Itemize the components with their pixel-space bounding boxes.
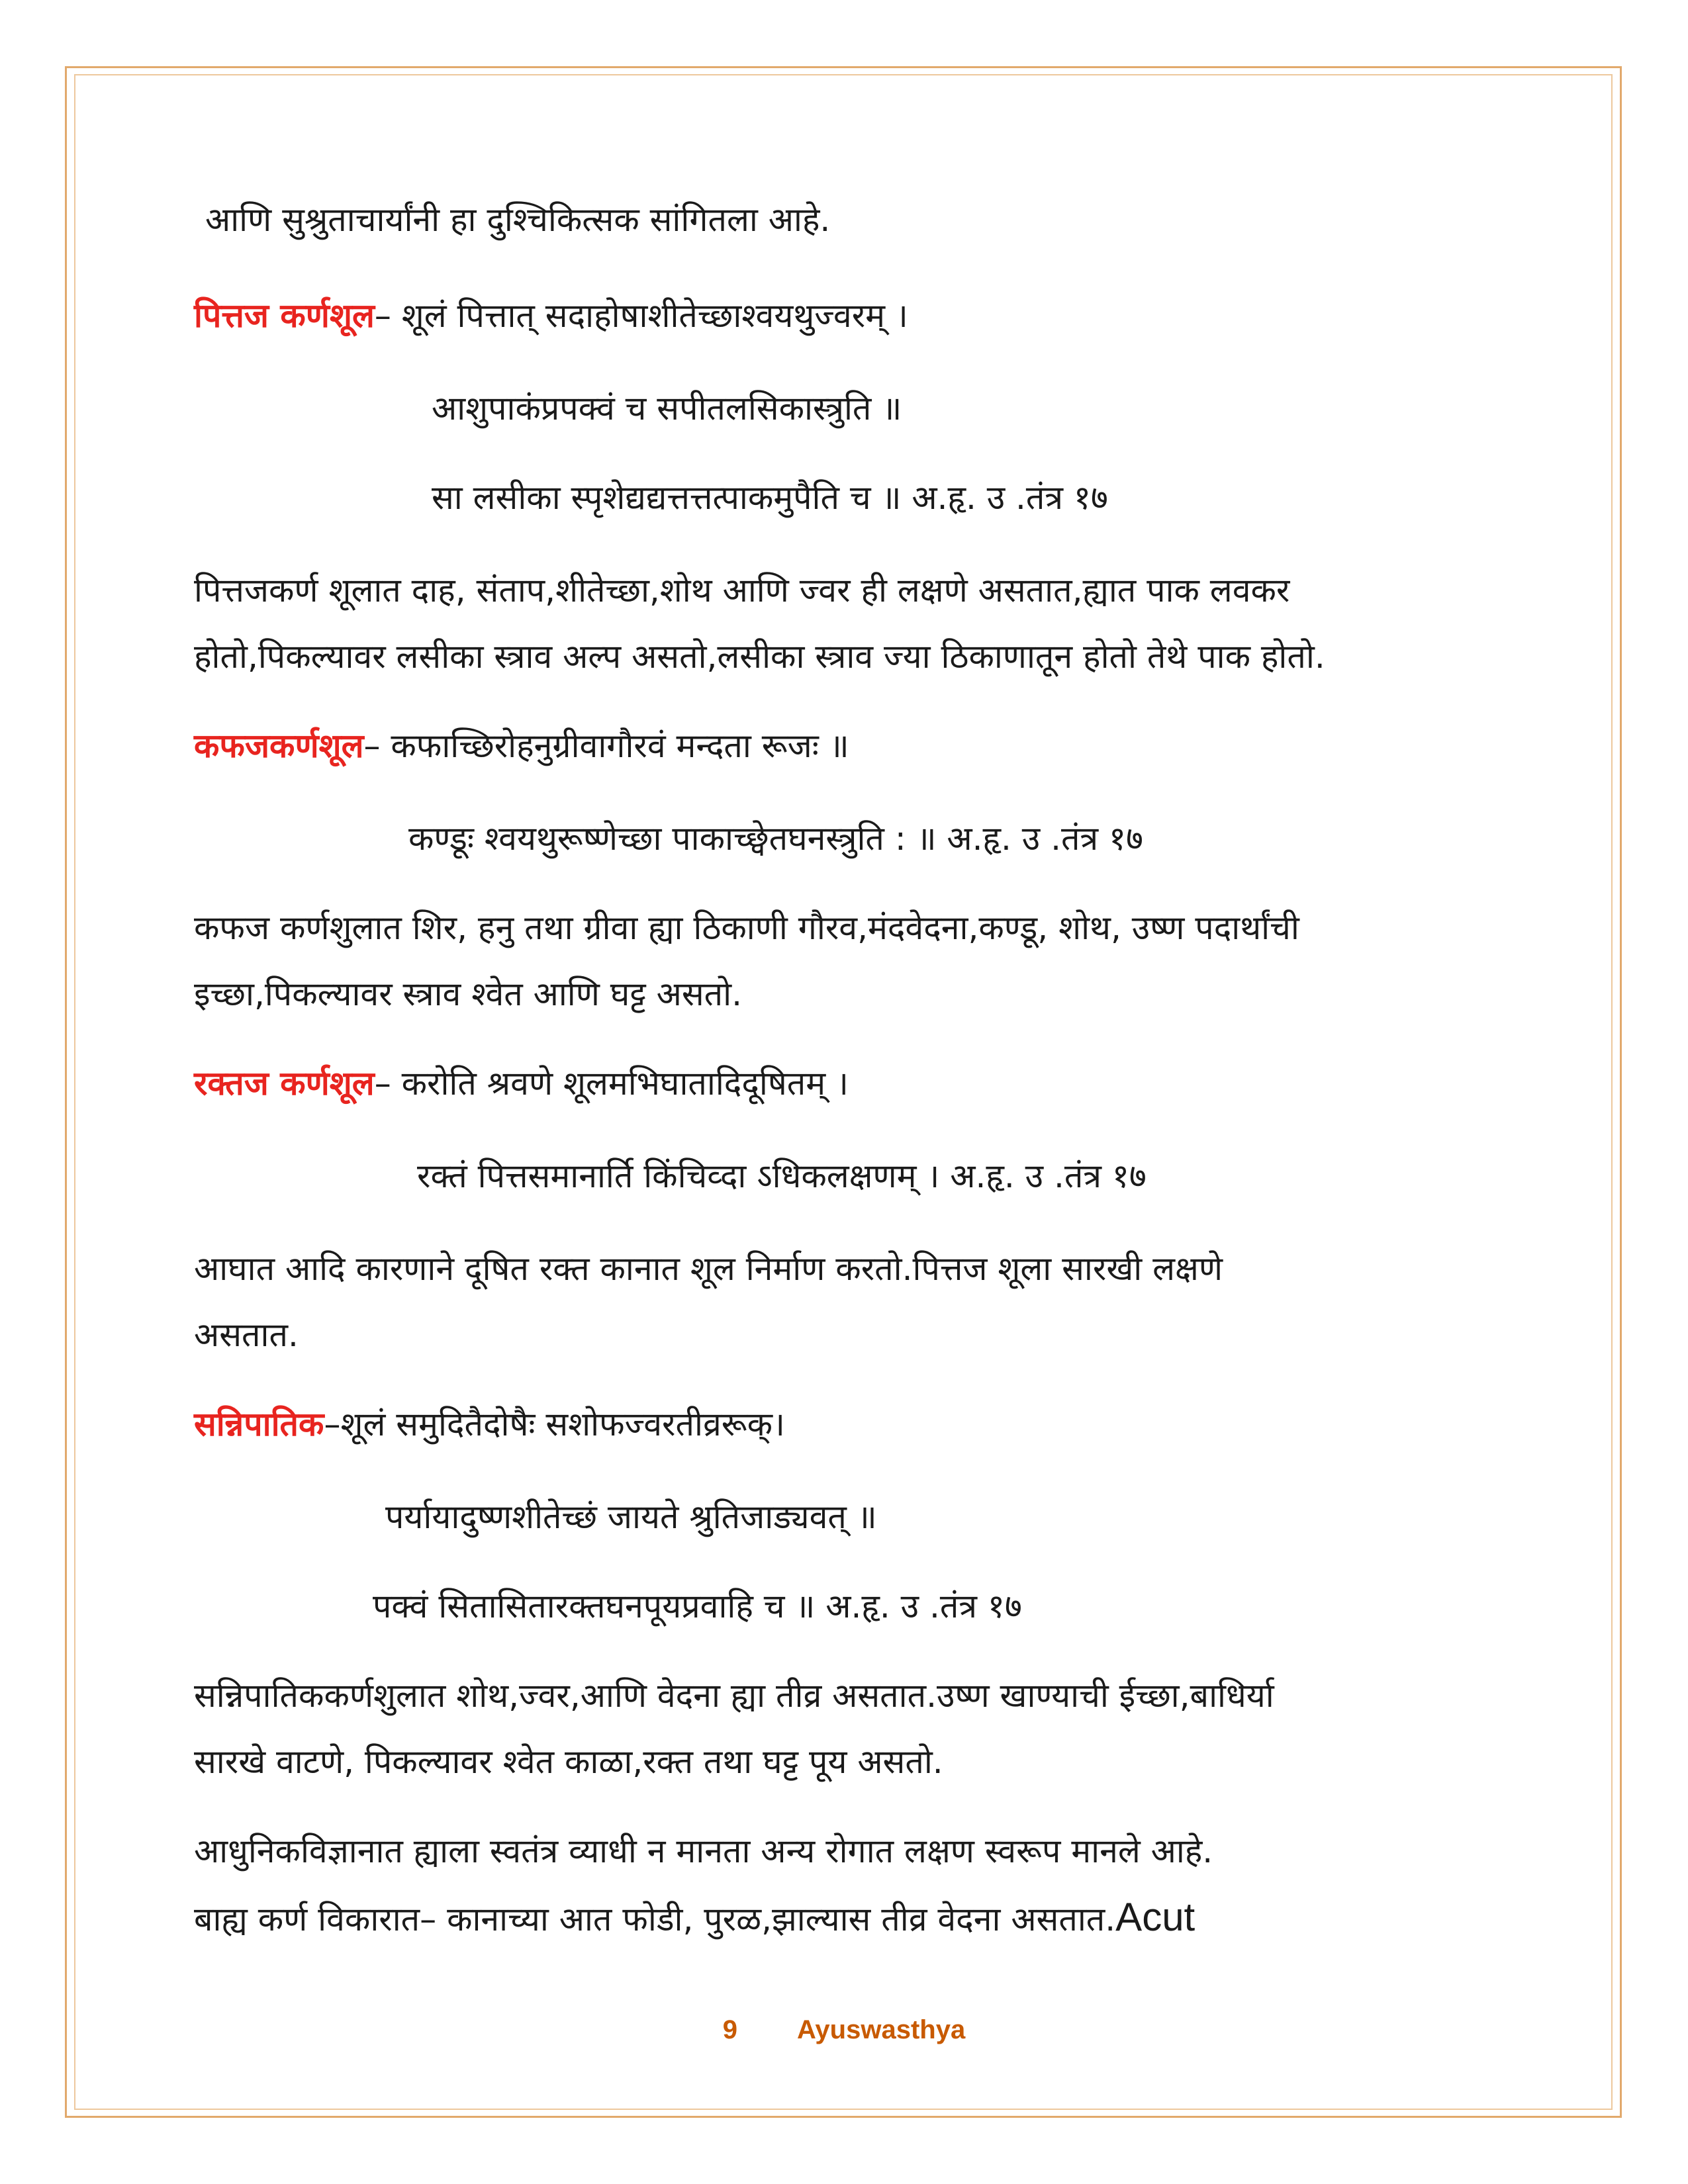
- shloka-line-3: सा लसीका स्पृशेद्यद्यत्तत्तत्पाकमुपैति च ॥ अ.हृ. उ .तंत्र १७: [432, 478, 1108, 517]
- shloka-line-raktaj: रक्तं पित्तसमानार्ति किंचिव्दा ऽधिकलक्षणम् । अ.हृ. उ .तंत्र १७: [417, 1157, 1147, 1195]
- paragraph-modern-2: बाह्य कर्ण विकारात– कानाच्या आत फोडी, पुरळ,झाल्यास तीव्र वेदना असतात.Acut: [194, 1895, 1196, 1939]
- paragraph-modern-1: आधुनिकविज्ञानात ह्याला स्वतंत्र व्याधी न मानता अन्य रोगात लक्षण स्वरूप मानले आहे.: [194, 1832, 1213, 1870]
- paragraph-sannipatik-2: सारखे वाटणे, पिकल्यावर श्वेत काळा,रक्त तथा घट्ट पूय असतो.: [194, 1743, 943, 1781]
- section-heading-pittaj: पित्तज कर्णशूल: [194, 296, 375, 335]
- section-heading-raktaj: रक्तज कर्णशूल: [194, 1064, 375, 1103]
- section-sannipatik: [194, 1403, 785, 1445]
- section-raktaj: [194, 1062, 849, 1105]
- footer-title: Ayuswasthya: [797, 2015, 966, 2044]
- paragraph-raktaj-2: असतात.: [194, 1316, 299, 1354]
- shloka-line: – करोति श्रवणे शूलमभिघातादिदूषितम् ।: [374, 1064, 849, 1103]
- shloka-line-2: आशुपाकंप्रपक्वं च सपीतलसिकास्त्रुति ॥: [432, 389, 902, 428]
- paragraph-pittaj-2: होतो,पिकल्यावर लसीका स्त्राव अल्प असतो,लसीका स्त्राव ज्या ठिकाणातून होतो तेथे पाक होतो.: [194, 637, 1325, 676]
- section-heading-sannipatik: सन्निपातिक: [194, 1405, 324, 1443]
- paragraph-kaphaj-1: कफज कर्णशुलात शिर, हनु तथा ग्रीवा ह्या ठिकाणी गौरव,मंदवेदना,कण्डू, शोथ, उष्ण पदार्थांची: [194, 909, 1299, 947]
- page-number: 9: [722, 2015, 738, 2044]
- shloka-line: – कफाच्छिरोहनुग्रीवागौरवं मन्दता रूजः ॥: [363, 727, 849, 765]
- section-pittaj: [194, 295, 908, 337]
- shloka-line: – शूलं पित्तात् सदाहोषाशीतेच्छाश्वयथुज्वरम् ।: [374, 296, 908, 335]
- latin-text: Acut: [1115, 1895, 1196, 1939]
- paragraph-raktaj-1: आघात आदि कारणाने दूषित रक्त कानात शूल निर्माण करतो.पित्तज शूला सारखी लक्षणे: [194, 1250, 1223, 1288]
- paragraph-pittaj-1: पित्तजकर्ण शूलात दाह, संताप,शीतेच्छा,शोथ आणि ज्वर ही लक्षणे असतात,ह्यात पाक लवकर: [194, 571, 1290, 610]
- text-line-1: आणि सुश्रुताचार्यांनी हा दुश्चिकित्सक सांगितला आहे.: [205, 201, 831, 239]
- section-heading-kaphaj: कफजकर्णशूल: [194, 727, 364, 765]
- paragraph-sannipatik-1: सन्निपातिककर्णशुलात शोथ,ज्वर,आणि वेदना ह्या तीव्र असतात.उष्ण खाण्याची ईच्छा,बाधिर्या: [194, 1676, 1274, 1715]
- section-kaphaj: [194, 725, 849, 767]
- shloka-line-kaphaj: कण्डूः श्वयथुरूष्णेच्छा पाकाच्छ्वेतघनस्त्रुति : ॥ अ.हृ. उ .तंत्र १७: [408, 819, 1143, 858]
- shloka-line-sannipatik-2: पर्यायादुष्णशीतेच्छं जायते श्रुतिजाड्यवत् ॥: [385, 1498, 877, 1536]
- shloka-line-sannipatik-3: पक्वं सितासितारक्तघनपूयप्रवाहि च ॥ अ.हृ. उ .तंत्र १७: [373, 1587, 1022, 1625]
- shloka-line: –शूलं समुदितैदोषैः सशोफज्वरतीव्ररूक्।: [324, 1405, 785, 1443]
- page-footer: [0, 2015, 1688, 2045]
- paragraph-kaphaj-2: इच्छा,पिकल्यावर स्त्राव श्वेत आणि घट्ट असतो.: [194, 975, 743, 1013]
